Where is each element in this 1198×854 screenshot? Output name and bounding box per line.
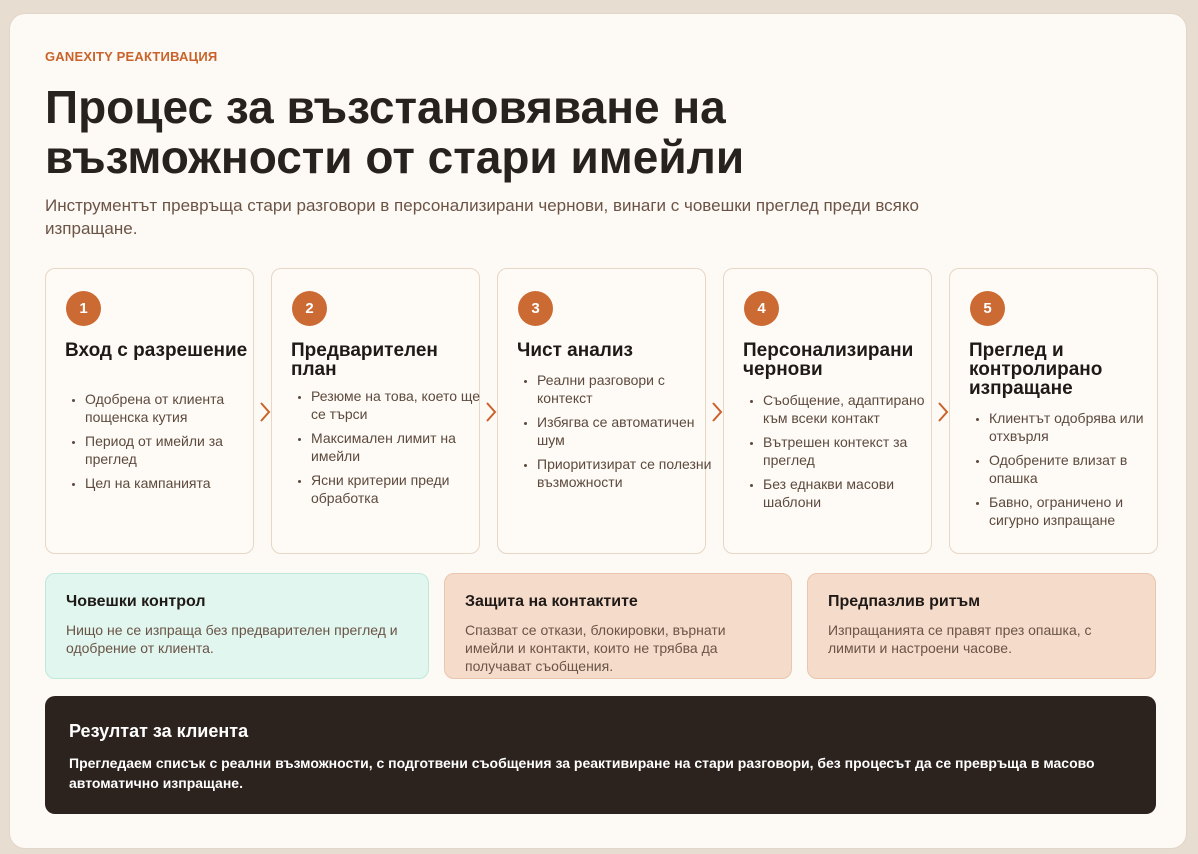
list-item: • Период от имейли за преглед — [85, 432, 260, 468]
info-card-title: Човешки контрол — [66, 593, 206, 610]
list-item: • Максимален лимит на имейли — [311, 429, 486, 465]
step-card-2 — [271, 268, 480, 554]
step-title: Вход с разрешение — [65, 340, 248, 361]
list-item: • Бавно, ограничено и сигурно изпращане — [989, 493, 1164, 529]
step-number-badge: 4 — [744, 291, 779, 326]
info-card-contact-protection — [444, 573, 792, 679]
list-item: • Клиентът одобрява или отхвърля — [989, 409, 1164, 445]
list-item: • Съобщение, адаптирано към всеки контакт — [763, 391, 938, 427]
step-bullets — [969, 409, 1164, 535]
step-card-4 — [723, 268, 932, 554]
list-item: • Вътрешен контекст за преглед — [763, 433, 938, 469]
step-number-badge: 2 — [292, 291, 327, 326]
result-title: Резултат за клиента — [69, 721, 249, 741]
step-title: Предварителен план — [291, 340, 438, 380]
list-item: • Ясни критерии преди обработка — [311, 471, 486, 507]
list-item: • Без еднакви масови шаблони — [763, 475, 938, 511]
list-item: • Избягва се автоматичен шум — [537, 413, 712, 449]
step-title: Чист анализ — [517, 340, 633, 361]
eyebrow-label: GANEXITY РЕАКТИВАЦИЯ — [45, 49, 218, 64]
step-title: Персонализирани чернови — [743, 340, 914, 380]
process-steps — [45, 268, 1159, 554]
step-number-badge: 1 — [66, 291, 101, 326]
info-card-text: Спазват се откази, блокировки, върнати имейли и контакти, които не трябва да получават съобщения. — [465, 622, 726, 674]
info-card-careful-pace — [807, 573, 1156, 679]
chevron-right-icon — [936, 401, 950, 423]
info-card-text: Нищо не се изпраща без предварителен преглед и одобрение от клиента. — [66, 622, 398, 656]
step-bullets — [517, 371, 712, 497]
info-card-title: Предпазлив ритъм — [828, 593, 981, 610]
list-item: • Реални разговори с контекст — [537, 371, 712, 407]
step-number-badge: 5 — [970, 291, 1005, 326]
step-bullets — [65, 390, 260, 498]
list-item: • Приоритизират се полезни възможности — [537, 455, 712, 491]
step-card-5 — [949, 268, 1158, 554]
result-text: Прегледаем списък с реални възможности, с подготвени съобщения за реактивиране на стари разговори, без процесът да се превръща в масово автоматично изпращане. — [69, 755, 1095, 791]
step-number-badge: 3 — [518, 291, 553, 326]
step-bullets — [291, 387, 486, 513]
info-card-title: Защита на контактите — [465, 593, 638, 610]
list-item: • Одобрените влизат в опашка — [989, 451, 1164, 487]
step-card-3 — [497, 268, 712, 554]
list-item: • Цел на кампанията — [85, 474, 260, 492]
info-card-human-control — [45, 573, 429, 679]
page-title: Процес за възстановяване на възможности от стари имейли — [45, 81, 745, 183]
list-item: • Одобрена от клиента пощенска кутия — [85, 390, 260, 426]
step-title: Преглед и контролирано изпращане — [969, 340, 1103, 399]
infographic-frame — [9, 13, 1187, 849]
step-card-1 — [45, 268, 254, 554]
result-panel — [45, 696, 1156, 814]
info-card-text: Изпращанията се правят през опашка, с лимити и настроени часове. — [828, 622, 1092, 656]
chevron-right-icon — [258, 401, 272, 423]
chevron-right-icon — [710, 401, 724, 423]
page-subtitle: Инструментът превръща стари разговори в персонализирани чернови, винаги с човешки преглед преди всяко изпращане. — [45, 196, 919, 238]
step-bullets — [743, 391, 938, 517]
chevron-right-icon — [484, 401, 498, 423]
list-item: • Резюме на това, което ще се търси — [311, 387, 486, 423]
